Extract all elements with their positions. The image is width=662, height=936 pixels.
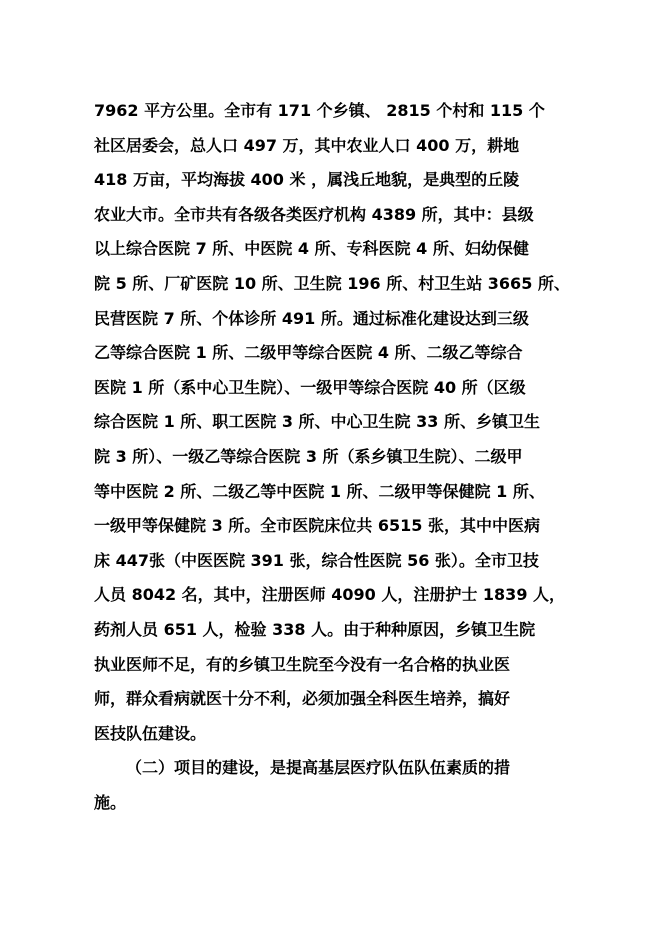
text-line: 综合医院 1 所、职工医院 3 所、中心卫生院 33 所、乡镇卫生 [94,412,540,432]
text-line: 以上综合医院 7 所、中医院 4 所、专科医院 4 所、妇幼保健 [94,239,529,259]
text-line: 床 447张（中医医院 391 张，综合性医院 56 张）。全市卫技 [94,550,539,570]
text-line: 院 5 所、厂矿医院 10 所、卫生院 196 所、村卫生站 3665 所、 [94,273,570,293]
text-line: 农业大市。全市共有各级各类医疗机构 4389 所，其中：县级 [94,204,534,224]
text-line: 人员 8042 名，其中，注册医师 4090 人，注册护士 1839 人， [94,585,566,605]
text-line: 等中医院 2 所、二级乙等中医院 1 所、二级甲等保健院 1 所、 [94,481,545,501]
text-line: 医技队伍建设。 [94,723,207,743]
section-heading-continuation: 施。 [94,792,127,812]
text-line: 药剂人员 651 人，检验 338 人。由于种种原因，乡镇卫生院 [94,619,536,639]
text-line: 7962 平方公里。全市有 171 个乡镇、 2815 个村和 115 个 [94,101,545,120]
body-text [94,94,572,820]
text-line: 民营医院 7 所、个体诊所 491 所。通过标准化建设达到三级 [94,308,529,328]
text-line: 执业医师不足，有的乡镇卫生院至今没有一名合格的执业医 [94,654,511,674]
section-heading: （二）项目的建设，是提高基层医疗队伍队伍素质的措 [126,758,511,778]
text-line: 乙等综合医院 1 所、二级甲等综合医院 4 所、二级乙等综合 [94,343,523,363]
text-line: 一级甲等保健院 3 所。全市医院床位共 6515 张，其中中医病 [94,516,540,536]
text-line: 医院 1 所（系中心卫生院）、一级甲等综合医院 40 所（区级 [94,377,526,397]
text-line: 院 3 所）、一级乙等综合医院 3 所（系乡镇卫生院）、二级甲 [94,446,523,466]
text-line: 418 万亩，平均海拔 400 米 ，属浅丘地貌，是典型的丘陵 [94,170,520,190]
text-line: 师，群众看病就医十分不利，必须加强全科医生培养，搞好 [94,689,511,709]
text-line: 社区居委会，总人口 497 万，其中农业人口 400 万，耕地 [94,135,520,155]
